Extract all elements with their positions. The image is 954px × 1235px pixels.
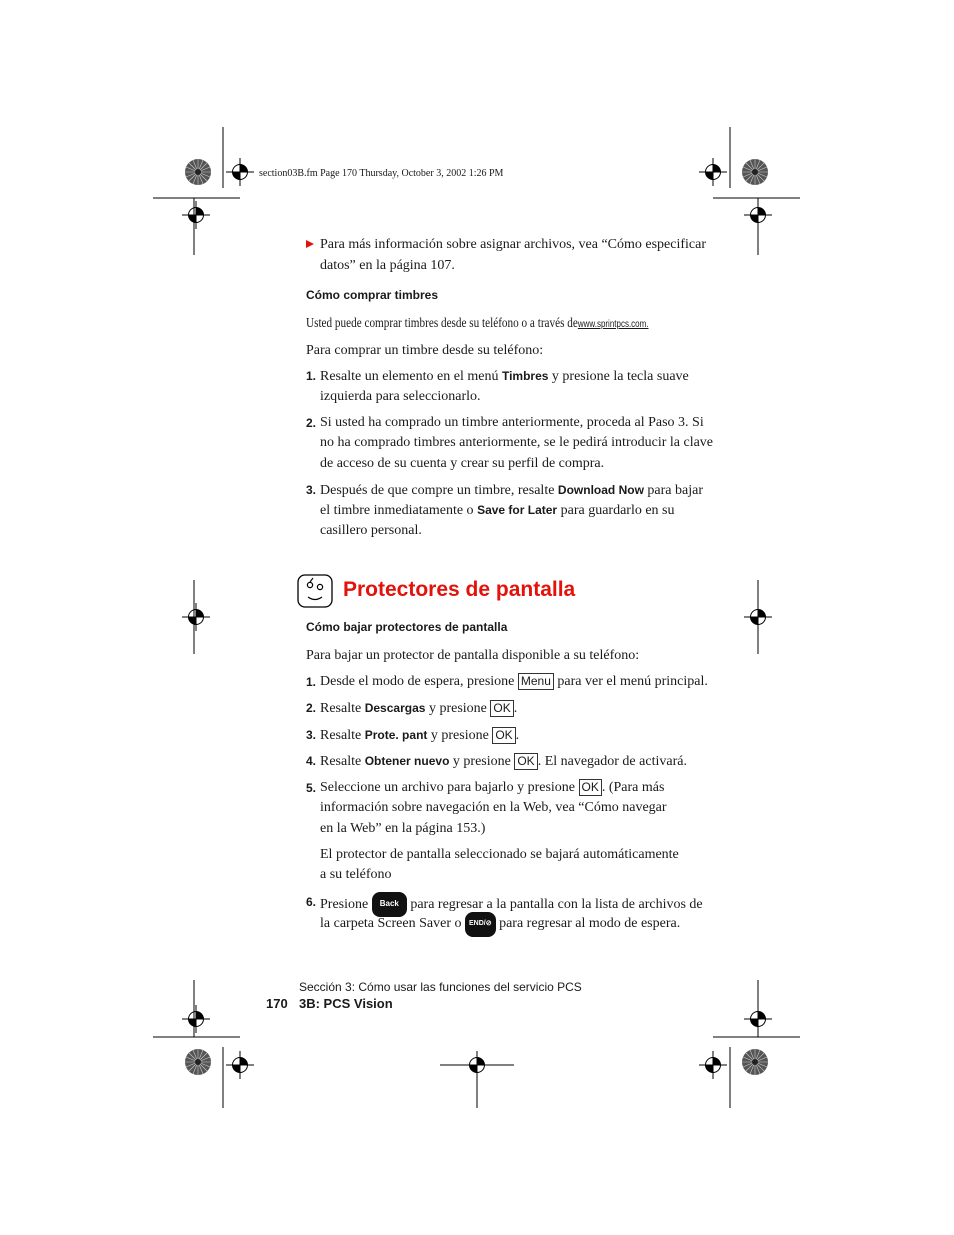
step-text: Después de que compre un timbre, resalte (320, 483, 555, 498)
ok-key: OK (579, 779, 602, 796)
ringers-step-2-num: 2. (306, 416, 317, 430)
ringers-step-2-line-2: no ha comprado timbres anteriormente, se le pedirá introducir la clave (320, 435, 714, 450)
step-text: para ver el menú principal. (557, 674, 708, 689)
step-text: Seleccione un archivo para bajarlo y presione (320, 780, 576, 795)
sprintpcs-link[interactable]: www.sprintpcs.com. (577, 319, 649, 330)
ss-step-1-num: 1. (306, 675, 317, 689)
ringers-step-1-line-1 (320, 366, 689, 388)
section-title: Protectores de pantalla (343, 578, 576, 601)
ss-step-3 (320, 725, 519, 747)
step-text: . (Para más (601, 780, 665, 795)
step-text: y presione (452, 754, 511, 769)
ringers-step-1-line-2: izquierda para seleccionarlo. (320, 389, 481, 404)
ringers-step-3-line-3: casillero personal. (320, 523, 422, 538)
face-icon (297, 574, 333, 608)
save-for-later-option: Save for Later (477, 503, 558, 517)
step-text: . El navegador de activará. (537, 754, 687, 769)
step-text: Resalte (320, 701, 362, 716)
step-text: para regresar a la pantalla con la lista de archivos de (410, 897, 703, 912)
step-text: para bajar (647, 483, 703, 498)
ss-step-2 (320, 698, 517, 720)
step-text: para regresar al modo de espera. (499, 916, 681, 931)
back-key: Back (372, 892, 407, 917)
menu-timbres: Timbres (501, 369, 549, 383)
ringers-intro-text: Usted puede comprar timbres desde su teléfono o a través de (306, 316, 578, 331)
ss-step-6-num: 6. (306, 895, 317, 909)
ss-step-6-line-2 (320, 912, 680, 937)
slug-line: section03B.fm Page 170 Thursday, October 3, 2002 1:26 PM (259, 168, 504, 179)
screensaver-heading: Cómo bajar protectores de pantalla (306, 620, 508, 634)
ringers-heading: Cómo comprar timbres (306, 288, 439, 302)
ss-step-5-note-2: a su teléfono (320, 867, 392, 882)
ringers-step-2-line-1: Si usted ha comprado un timbre anteriormente, proceda al Paso 3. Si (320, 415, 704, 430)
step-text: . (513, 701, 518, 716)
menu-key: Menu (518, 673, 554, 690)
ok-key: OK (490, 700, 513, 717)
bullet-line-1: Para más información sobre asignar archivos, vea “Cómo especificar (320, 237, 707, 252)
ok-key: OK (492, 727, 515, 744)
step-text: Resalte (320, 728, 362, 743)
step-text: y presione la tecla suave (551, 369, 689, 384)
ringers-intro (306, 316, 734, 332)
step-text: Desde el modo de espera, presione (320, 674, 515, 689)
ringers-step-3-line-1 (320, 480, 703, 502)
ss-step-2-num: 2. (306, 701, 317, 715)
ss-step-5-line-3: en la Web” en la página 153.) (320, 821, 486, 836)
ok-key: OK (514, 753, 537, 770)
step-text: el timbre inmediatamente o (320, 503, 474, 518)
menu-prote-pant: Prote. pant (364, 728, 428, 742)
ss-step-4 (320, 751, 687, 773)
page-number: 170 (266, 996, 288, 1011)
step-text: Resalte un elemento en el menú (320, 369, 499, 384)
ringers-step-3-num: 3. (306, 483, 317, 497)
footer-chapter: 3B: PCS Vision (299, 996, 393, 1011)
step-text: y presione (428, 701, 487, 716)
menu-descargas: Descargas (364, 701, 426, 715)
footer-section: Sección 3: Cómo usar las funciones del servicio PCS (299, 980, 582, 994)
ss-step-1 (320, 672, 708, 693)
step-text: y presione (430, 728, 489, 743)
step-text: para guardarlo en su (560, 503, 675, 518)
screensaver-lead: Para bajar un protector de pantalla disponible a su teléfono: (306, 648, 640, 663)
ringers-step-1-num: 1. (306, 369, 317, 383)
ss-step-4-num: 4. (306, 754, 317, 768)
download-now-option: Download Now (557, 483, 644, 497)
bullet-line-2: datos” en la página 107. (320, 258, 455, 273)
ss-step-5-num: 5. (306, 781, 317, 795)
step-text: Presione (320, 897, 369, 912)
step-text: . (515, 728, 520, 743)
end-key: END/⊘ (465, 912, 496, 937)
menu-obtener-nuevo: Obtener nuevo (364, 754, 450, 768)
triangle-bullet-icon (306, 240, 315, 249)
ss-step-3-num: 3. (306, 728, 317, 742)
ss-step-5-line-2: información sobre navegación en la Web, vea “Cómo navegar (320, 800, 667, 815)
step-text: Resalte (320, 754, 362, 769)
step-text: la carpeta Screen Saver o (320, 916, 462, 931)
ringers-step-3-line-2 (320, 500, 675, 522)
ss-step-5-note-1: El protector de pantalla seleccionado se bajará automáticamente (320, 847, 679, 862)
ringers-lead: Para comprar un timbre desde su teléfono: (306, 343, 544, 358)
ss-step-5-line-1 (320, 778, 664, 799)
ringers-step-2-line-3: de acceso de su cuenta y crear su perfil de compra. (320, 456, 605, 471)
